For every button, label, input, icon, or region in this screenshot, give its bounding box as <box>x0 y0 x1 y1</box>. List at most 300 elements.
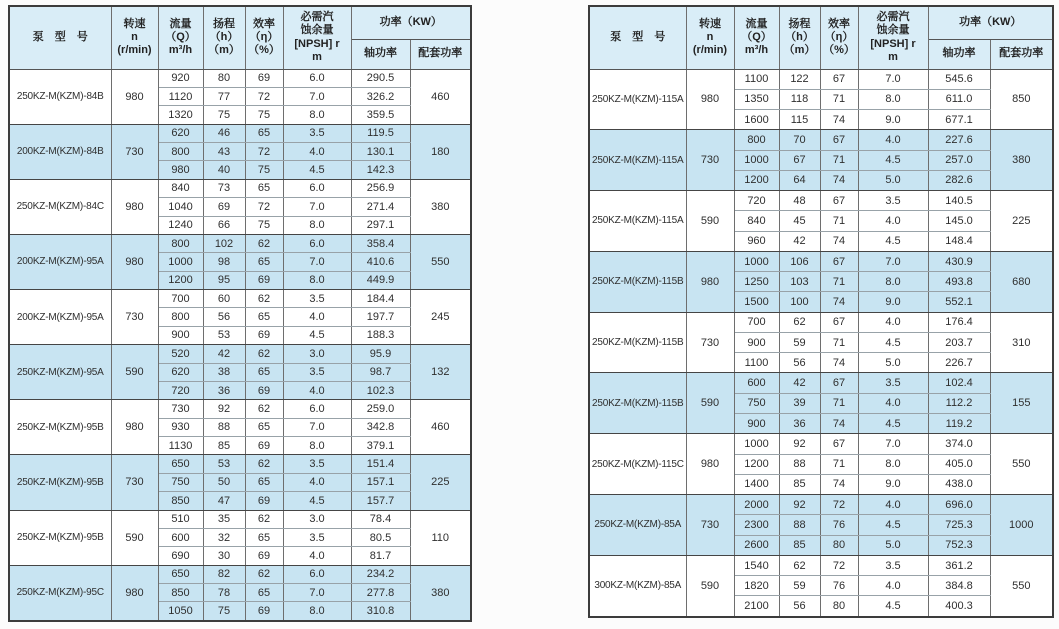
cell-matching-power: 380 <box>990 130 1053 191</box>
col-header-head <box>779 6 820 69</box>
cell-shaft-power: 197.7 <box>351 308 410 326</box>
cell-matching-power: 550 <box>990 434 1053 495</box>
cell-head: 60 <box>203 290 245 308</box>
cell-efficiency: 65 <box>245 473 283 491</box>
cell-flow: 750 <box>158 473 203 491</box>
cell-npsh: 8.0 <box>858 89 928 109</box>
cell-matching-power: 110 <box>410 510 471 565</box>
col-header-speed-line: n <box>706 31 714 44</box>
cell-model: 200KZ-M(KZM)-95A <box>9 290 111 345</box>
cell-flow: 700 <box>734 312 779 332</box>
cell-npsh: 8.0 <box>858 272 928 292</box>
col-header-efficiency-line: （%） <box>823 44 855 57</box>
col-header-npsh <box>858 6 928 69</box>
cell-speed: 730 <box>686 312 734 373</box>
cell-shaft-power: 226.7 <box>928 353 990 373</box>
col-header-flow <box>734 6 779 69</box>
cell-npsh: 7.0 <box>283 418 351 436</box>
cell-flow: 620 <box>158 363 203 381</box>
col-header-head-line: 扬程 <box>788 17 811 30</box>
cell-matching-power: 132 <box>410 345 471 400</box>
table-row <box>9 234 471 252</box>
cell-shaft-power: 359.5 <box>351 106 410 124</box>
cell-efficiency: 67 <box>820 191 858 211</box>
table-row <box>589 555 1053 575</box>
cell-flow: 1400 <box>734 474 779 494</box>
cell-flow: 620 <box>158 124 203 142</box>
cell-flow: 650 <box>158 455 203 473</box>
cell-efficiency: 74 <box>820 414 858 434</box>
cell-efficiency: 62 <box>245 345 283 363</box>
cell-shaft-power: 259.0 <box>351 400 410 418</box>
cell-shaft-power: 297.1 <box>351 216 410 234</box>
cell-npsh: 8.0 <box>283 216 351 234</box>
col-header-efficiency-line: 效率 <box>253 17 275 30</box>
cell-head: 98 <box>203 253 245 271</box>
cell-head: 103 <box>779 272 820 292</box>
table-row <box>589 373 1053 393</box>
cell-shaft-power: 98.7 <box>351 363 410 381</box>
cell-head: 53 <box>203 455 245 473</box>
cell-matching-power: 380 <box>410 565 471 621</box>
cell-shaft-power: 145.0 <box>928 211 990 231</box>
col-header-npsh-line: m <box>312 51 322 64</box>
cell-efficiency: 71 <box>820 332 858 352</box>
cell-flow: 1250 <box>734 272 779 292</box>
cell-efficiency: 72 <box>245 87 283 105</box>
col-header-speed-line: 转速 <box>699 17 721 30</box>
cell-npsh: 4.0 <box>858 495 928 515</box>
cell-flow: 800 <box>734 130 779 150</box>
cell-head: 32 <box>203 528 245 546</box>
col-header-npsh-line: m <box>888 51 898 64</box>
cell-head: 77 <box>203 87 245 105</box>
cell-flow: 1000 <box>734 434 779 454</box>
cell-flow: 1540 <box>734 555 779 575</box>
cell-efficiency: 65 <box>245 418 283 436</box>
cell-efficiency: 71 <box>820 454 858 474</box>
cell-head: 59 <box>779 332 820 352</box>
cell-flow: 800 <box>158 234 203 252</box>
cell-flow: 600 <box>734 373 779 393</box>
cell-shaft-power: 234.2 <box>351 565 410 583</box>
cell-head: 59 <box>779 576 820 596</box>
cell-efficiency: 69 <box>245 602 283 621</box>
cell-matching-power: 310 <box>990 312 1053 373</box>
cell-head: 36 <box>203 381 245 399</box>
cell-head: 56 <box>779 596 820 617</box>
cell-npsh: 7.0 <box>283 198 351 216</box>
cell-model: 250KZ-M(KZM)-115A <box>589 191 686 252</box>
cell-flow: 1050 <box>158 602 203 621</box>
cell-model: 250KZ-M(KZM)-95C <box>9 565 111 621</box>
cell-model: 250KZ-M(KZM)-95A <box>9 345 111 400</box>
cell-shaft-power: 140.5 <box>928 191 990 211</box>
cell-efficiency: 75 <box>245 161 283 179</box>
cell-head: 62 <box>779 555 820 575</box>
cell-shaft-power: 102.3 <box>351 381 410 399</box>
cell-flow: 980 <box>158 161 203 179</box>
cell-head: 70 <box>779 130 820 150</box>
cell-head: 43 <box>203 143 245 161</box>
cell-npsh: 3.5 <box>283 363 351 381</box>
table-row <box>589 191 1053 211</box>
cell-head: 88 <box>203 418 245 436</box>
cell-efficiency: 72 <box>245 198 283 216</box>
cell-efficiency: 65 <box>245 253 283 271</box>
cell-flow: 960 <box>734 231 779 251</box>
table-row <box>589 69 1053 89</box>
cell-head: 56 <box>203 308 245 326</box>
cell-efficiency: 69 <box>245 381 283 399</box>
cell-npsh: 4.5 <box>858 414 928 434</box>
col-header-flow-line: 流量 <box>745 17 768 30</box>
cell-flow: 520 <box>158 345 203 363</box>
cell-npsh: 9.0 <box>858 110 928 130</box>
cell-matching-power: 225 <box>410 455 471 510</box>
table-row <box>9 565 471 583</box>
cell-npsh: 4.5 <box>858 596 928 617</box>
cell-shaft-power: 310.8 <box>351 602 410 621</box>
col-header-npsh-line: [NPSH] r <box>870 37 916 50</box>
cell-speed: 590 <box>686 191 734 252</box>
cell-npsh: 8.0 <box>283 106 351 124</box>
cell-efficiency: 76 <box>820 515 858 535</box>
cell-head: 82 <box>203 565 245 583</box>
col-header-efficiency-line: （η） <box>249 31 279 44</box>
cell-head: 118 <box>779 89 820 109</box>
cell-head: 40 <box>203 161 245 179</box>
cell-head: 85 <box>203 437 245 455</box>
cell-flow: 2600 <box>734 535 779 555</box>
cell-flow: 1200 <box>734 170 779 190</box>
cell-speed: 730 <box>686 495 734 556</box>
col-header-speed <box>111 6 158 69</box>
cell-head: 75 <box>203 602 245 621</box>
cell-efficiency: 65 <box>245 363 283 381</box>
cell-flow: 800 <box>158 308 203 326</box>
cell-npsh: 4.0 <box>858 312 928 332</box>
col-header-power-group: 功率（KW） <box>928 6 1053 39</box>
cell-model: 250KZ-M(KZM)-115B <box>589 312 686 373</box>
cell-efficiency: 65 <box>245 124 283 142</box>
cell-flow: 690 <box>158 547 203 565</box>
col-header-speed <box>686 6 734 69</box>
cell-shaft-power: 257.0 <box>928 150 990 170</box>
cell-head: 80 <box>203 69 245 87</box>
cell-shaft-power: 374.0 <box>928 434 990 454</box>
cell-shaft-power: 361.2 <box>928 555 990 575</box>
cell-matching-power: 1000 <box>990 495 1053 556</box>
col-header-power-group: 功率（KW） <box>351 6 471 39</box>
table-row <box>589 312 1053 332</box>
cell-npsh: 7.0 <box>283 253 351 271</box>
cell-head: 75 <box>203 106 245 124</box>
cell-head: 62 <box>779 312 820 332</box>
col-header-npsh-line: 蚀余量 <box>876 24 910 37</box>
cell-shaft-power: 119.2 <box>928 414 990 434</box>
cell-efficiency: 75 <box>245 216 283 234</box>
cell-head: 67 <box>779 150 820 170</box>
cell-speed: 590 <box>686 555 734 617</box>
cell-head: 42 <box>203 345 245 363</box>
col-header-npsh-line: 必需汽 <box>300 10 334 23</box>
table-body <box>589 69 1053 617</box>
cell-shaft-power: 102.4 <box>928 373 990 393</box>
cell-head: 36 <box>779 414 820 434</box>
cell-model: 200KZ-M(KZM)-95A <box>9 234 111 289</box>
cell-flow: 1120 <box>158 87 203 105</box>
cell-efficiency: 80 <box>820 596 858 617</box>
cell-flow: 1200 <box>158 271 203 289</box>
cell-flow: 1000 <box>734 251 779 271</box>
cell-flow: 720 <box>734 191 779 211</box>
cell-shaft-power: 256.9 <box>351 179 410 197</box>
col-header-efficiency <box>820 6 858 69</box>
cell-matching-power: 550 <box>410 234 471 289</box>
cell-flow: 840 <box>734 211 779 231</box>
cell-efficiency: 62 <box>245 510 283 528</box>
cell-flow: 1350 <box>734 89 779 109</box>
cell-npsh: 3.5 <box>283 124 351 142</box>
col-header-flow-line: 流量 <box>169 17 192 30</box>
cell-shaft-power: 282.6 <box>928 170 990 190</box>
cell-efficiency: 62 <box>245 290 283 308</box>
cell-speed: 730 <box>111 290 158 345</box>
cell-matching-power: 180 <box>410 124 471 179</box>
col-header-npsh-line: [NPSH] r <box>294 37 340 50</box>
cell-head: 95 <box>203 271 245 289</box>
table-row <box>589 495 1053 515</box>
header-row-1 <box>9 6 471 39</box>
cell-model: 250KZ-M(KZM)-95B <box>9 400 111 455</box>
cell-efficiency: 65 <box>245 528 283 546</box>
cell-npsh: 4.0 <box>858 130 928 150</box>
cell-npsh: 3.5 <box>283 290 351 308</box>
cell-shaft-power: 78.4 <box>351 510 410 528</box>
cell-shaft-power: 227.6 <box>928 130 990 150</box>
cell-model: 250KZ-M(KZM)-115A <box>589 69 686 130</box>
cell-model: 250KZ-M(KZM)-115B <box>589 251 686 312</box>
cell-head: 46 <box>203 124 245 142</box>
cell-efficiency: 74 <box>820 231 858 251</box>
cell-head: 92 <box>779 495 820 515</box>
table-row <box>9 124 471 142</box>
cell-shaft-power: 384.8 <box>928 576 990 596</box>
cell-npsh: 4.0 <box>283 381 351 399</box>
cell-shaft-power: 493.8 <box>928 272 990 292</box>
cell-efficiency: 74 <box>820 170 858 190</box>
cell-flow: 1500 <box>734 292 779 312</box>
cell-flow: 850 <box>158 584 203 602</box>
cell-head: 30 <box>203 547 245 565</box>
cell-npsh: 6.0 <box>283 565 351 583</box>
cell-matching-power: 380 <box>410 179 471 234</box>
cell-matching-power: 460 <box>410 69 471 124</box>
cell-head: 88 <box>779 454 820 474</box>
cell-efficiency: 69 <box>245 437 283 455</box>
col-header-model: 泵 型 号 <box>9 6 111 69</box>
cell-head: 50 <box>203 473 245 491</box>
cell-shaft-power: 430.9 <box>928 251 990 271</box>
cell-head: 122 <box>779 69 820 89</box>
cell-flow: 650 <box>158 565 203 583</box>
col-header-head-line: （m） <box>783 44 816 57</box>
cell-speed: 980 <box>686 251 734 312</box>
cell-flow: 900 <box>158 326 203 344</box>
cell-head: 42 <box>779 231 820 251</box>
cell-flow: 510 <box>158 510 203 528</box>
header-row-1 <box>589 6 1053 39</box>
cell-efficiency: 80 <box>820 535 858 555</box>
cell-shaft-power: 130.1 <box>351 143 410 161</box>
cell-npsh: 9.0 <box>858 292 928 312</box>
cell-efficiency: 67 <box>820 130 858 150</box>
col-header-npsh <box>283 6 351 69</box>
cell-efficiency: 65 <box>245 584 283 602</box>
cell-model: 250KZ-M(KZM)-115C <box>589 434 686 495</box>
pump-table-left <box>8 5 470 622</box>
cell-flow: 1240 <box>158 216 203 234</box>
cell-npsh: 6.0 <box>283 69 351 87</box>
cell-npsh: 4.0 <box>283 143 351 161</box>
cell-shaft-power: 552.1 <box>928 292 990 312</box>
cell-speed: 980 <box>686 69 734 130</box>
cell-head: 92 <box>203 400 245 418</box>
cell-speed: 980 <box>111 565 158 621</box>
cell-shaft-power: 184.4 <box>351 290 410 308</box>
cell-shaft-power: 277.8 <box>351 584 410 602</box>
cell-efficiency: 72 <box>820 555 858 575</box>
cell-model: 250KZ-M(KZM)-84B <box>9 69 111 124</box>
cell-efficiency: 72 <box>820 495 858 515</box>
col-header-flow-line: （Q） <box>741 31 772 44</box>
cell-npsh: 6.0 <box>283 179 351 197</box>
cell-flow: 700 <box>158 290 203 308</box>
cell-shaft-power: 80.5 <box>351 528 410 546</box>
col-header-shaft-power: 轴功率 <box>351 39 410 69</box>
cell-efficiency: 69 <box>245 69 283 87</box>
col-header-efficiency-line: （η） <box>824 31 854 44</box>
col-header-flow <box>158 6 203 69</box>
cell-flow: 600 <box>158 528 203 546</box>
cell-head: 53 <box>203 326 245 344</box>
table-row <box>589 434 1053 454</box>
table-body <box>9 69 471 621</box>
col-header-speed-line: (r/min) <box>117 44 152 57</box>
cell-npsh: 7.0 <box>858 434 928 454</box>
cell-head: 45 <box>779 211 820 231</box>
cell-matching-power: 155 <box>990 373 1053 434</box>
cell-head: 85 <box>779 474 820 494</box>
cell-efficiency: 62 <box>245 565 283 583</box>
cell-flow: 1130 <box>158 437 203 455</box>
cell-efficiency: 71 <box>820 211 858 231</box>
cell-matching-power: 225 <box>990 191 1053 252</box>
cell-efficiency: 67 <box>820 312 858 332</box>
col-header-head-line: （m） <box>208 44 240 57</box>
cell-flow: 1000 <box>158 253 203 271</box>
cell-head: 102 <box>203 234 245 252</box>
col-header-flow-line: m³/h <box>744 44 769 57</box>
cell-efficiency: 62 <box>245 455 283 473</box>
cell-shaft-power: 203.7 <box>928 332 990 352</box>
cell-flow: 1200 <box>734 454 779 474</box>
cell-efficiency: 67 <box>820 434 858 454</box>
col-header-speed-line: n <box>131 31 138 44</box>
cell-shaft-power: 696.0 <box>928 495 990 515</box>
cell-speed: 730 <box>111 124 158 179</box>
cell-efficiency: 71 <box>820 393 858 413</box>
cell-flow: 800 <box>158 143 203 161</box>
cell-model: 200KZ-M(KZM)-84B <box>9 124 111 179</box>
cell-model: 250KZ-M(KZM)-95B <box>9 455 111 510</box>
cell-shaft-power: 725.3 <box>928 515 990 535</box>
cell-shaft-power: 410.6 <box>351 253 410 271</box>
col-header-efficiency <box>245 6 283 69</box>
cell-shaft-power: 157.7 <box>351 492 410 510</box>
cell-speed: 980 <box>111 234 158 289</box>
cell-efficiency: 72 <box>245 143 283 161</box>
cell-speed: 980 <box>686 434 734 495</box>
col-header-shaft-power: 轴功率 <box>928 39 990 69</box>
cell-efficiency: 62 <box>245 234 283 252</box>
cell-flow: 850 <box>158 492 203 510</box>
cell-efficiency: 69 <box>245 271 283 289</box>
cell-head: 42 <box>779 373 820 393</box>
cell-shaft-power: 358.4 <box>351 234 410 252</box>
table-row <box>9 290 471 308</box>
cell-shaft-power: 95.9 <box>351 345 410 363</box>
cell-speed: 730 <box>686 130 734 191</box>
cell-npsh: 9.0 <box>858 474 928 494</box>
cell-shaft-power: 151.4 <box>351 455 410 473</box>
cell-matching-power: 850 <box>990 69 1053 130</box>
cell-model: 250KZ-M(KZM)-84C <box>9 179 111 234</box>
cell-npsh: 3.0 <box>283 510 351 528</box>
cell-speed: 590 <box>686 373 734 434</box>
cell-shaft-power: 112.2 <box>928 393 990 413</box>
cell-shaft-power: 379.1 <box>351 437 410 455</box>
cell-shaft-power: 449.9 <box>351 271 410 289</box>
cell-npsh: 3.5 <box>283 528 351 546</box>
cell-flow: 720 <box>158 381 203 399</box>
table-header <box>9 6 471 69</box>
cell-flow: 1100 <box>734 353 779 373</box>
cell-npsh: 4.0 <box>858 211 928 231</box>
pump-table-right <box>588 5 1052 618</box>
col-header-flow-line: m³/h <box>168 44 193 57</box>
cell-npsh: 4.0 <box>283 308 351 326</box>
table-row <box>9 455 471 473</box>
cell-speed: 980 <box>111 69 158 124</box>
cell-npsh: 7.0 <box>283 584 351 602</box>
cell-shaft-power: 271.4 <box>351 198 410 216</box>
cell-shaft-power: 157.1 <box>351 473 410 491</box>
cell-model: 250KZ-M(KZM)-95B <box>9 510 111 565</box>
cell-head: 92 <box>779 434 820 454</box>
cell-npsh: 4.0 <box>283 547 351 565</box>
cell-shaft-power: 400.3 <box>928 596 990 617</box>
cell-shaft-power: 438.0 <box>928 474 990 494</box>
cell-efficiency: 74 <box>820 292 858 312</box>
cell-npsh: 7.0 <box>858 69 928 89</box>
cell-efficiency: 65 <box>245 308 283 326</box>
col-header-speed-line: 转速 <box>123 17 146 30</box>
cell-npsh: 8.0 <box>283 437 351 455</box>
cell-npsh: 4.5 <box>858 231 928 251</box>
table-row <box>9 345 471 363</box>
